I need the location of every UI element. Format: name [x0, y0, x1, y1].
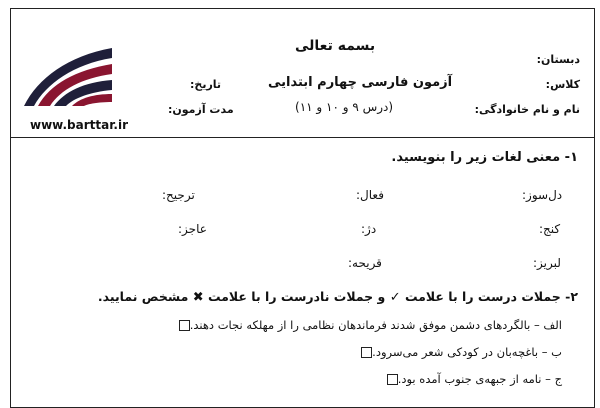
answer-checkbox[interactable] [361, 347, 372, 358]
lessons-range: (درس ۹ و ۱۰ و ۱۱) [295, 100, 394, 114]
q2-title-part1: ۲- جملات درست را با علامت [404, 289, 578, 304]
q2-title-part3: مشخص نمایید. [97, 289, 189, 304]
q2-item-text: ب – باغچه‌بان در کودکی شعر می‌سرود. [372, 345, 562, 359]
q2-item-text: ج – نامه از جبهه‌ی جنوب آمده بود. [397, 372, 562, 386]
q2-title-part2: و جملات نادرست را با علامت [207, 289, 386, 304]
class-label: کلاس: [545, 78, 580, 91]
q2-item [357, 345, 562, 359]
q2-item-text: الف – بالگردهای دشمن موفق شدند فرماندهان نظامی را از مهلکه نجات دهند. [189, 318, 562, 332]
website-url: www.barttar.ir [30, 118, 129, 132]
q2-item [383, 372, 562, 386]
barttar-logo-icon [18, 40, 114, 112]
q1-word: ترجیح: [162, 188, 195, 202]
date-label: تاریخ: [190, 78, 222, 91]
q1-word: کنج: [539, 222, 561, 236]
name-label: نام و نام خانوادگی: [474, 103, 580, 116]
q1-word: لبریز: [533, 256, 561, 270]
duration-label: مدت آزمون: [168, 103, 234, 116]
cross-mark-icon: ✖ [192, 290, 204, 305]
check-mark-icon: ✓ [389, 290, 401, 305]
bismillah-text: بسمه تعالی [295, 38, 376, 54]
q1-word: دژ: [361, 222, 377, 236]
school-label: دبستان: [536, 53, 580, 66]
q1-word: فعال: [356, 188, 384, 202]
q1-word: قریحه: [348, 256, 382, 270]
q1-word: عاجز: [178, 222, 207, 236]
q2-item [175, 318, 562, 332]
q1-title: ۱- معنی لغات زیر را بنویسید. [391, 150, 578, 165]
answer-checkbox[interactable] [387, 374, 398, 385]
q2-title [98, 289, 578, 305]
q1-word: دل‌سوز: [522, 188, 563, 202]
answer-checkbox[interactable] [179, 320, 190, 331]
exam-title: آزمون فارسی چهارم ابتدایی [268, 75, 453, 90]
